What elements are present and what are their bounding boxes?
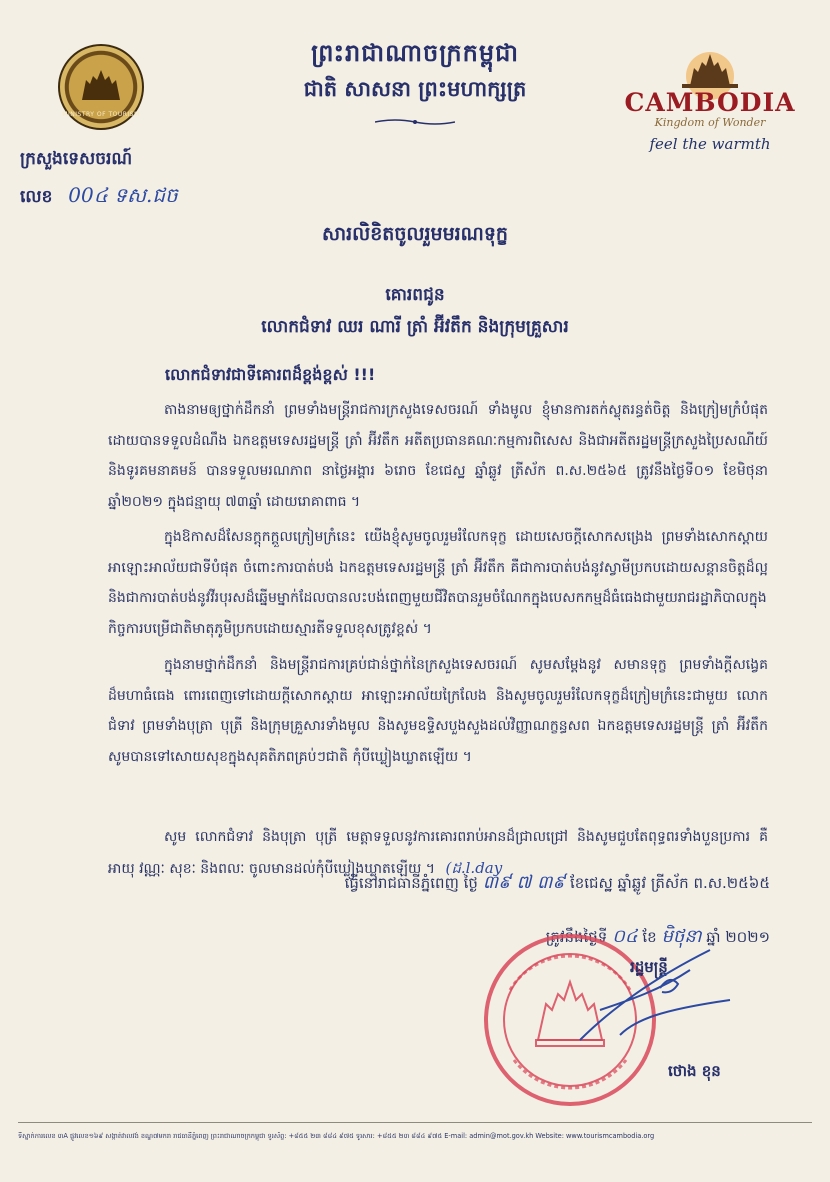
date-line-2-day: ០៤ bbox=[612, 926, 638, 947]
minister-title: រដ្ឋមន្ត្រី bbox=[630, 958, 668, 976]
recipient-name: លោកជំទាវ ឈរ ណារី ត្រាំ អ៊ីវតឹក និងក្រុមគ្រួសារ bbox=[261, 317, 569, 337]
reference-label: លេខ bbox=[20, 187, 53, 207]
date-line-2-prefix: ត្រូវនឹងថ្ងៃទី bbox=[545, 928, 608, 946]
ministry-name: ក្រសួងទេសចរណ៍ bbox=[20, 149, 133, 169]
letter-title: សារលិខិតចូលរួមមរណទុក្ខ bbox=[321, 223, 508, 245]
footer-divider bbox=[18, 1122, 812, 1123]
footer-contact-info: ទីស្នាក់ការលេខ ៣A ផ្លូវលេខ១៦៩ សង្កាត់វាលវង់ ខណ្ឌ៧មករា រាជធានីភ្នំពេញ ព្រះរាជាណាចក្រកម្ពុជា ទូរស័ព្ទ: +៨៥៥ ២៣ ៨៨៤ ៩៧៥ ទូរសារ: +៨៥៥ ២៣ ៨៨៤ ៩៧៥ E-mail: admin@mot.gov.kh Website: www.tourismcambodia.org bbox=[18, 1132, 655, 1140]
date-line-1-handwritten: ៣៩ ៧ ៣៩ bbox=[482, 872, 566, 893]
body-paragraph-2: ក្នុងឱកាសដ៏សែនក្តុកក្តួលក្រៀមក្រំនេះ យើងខ្ញុំសូមចូលរួមរំលែកទុក្ខ ដោយសេចក្តីសោកសង្រេង ព្រមទាំងសោកស្តាយ អាឡោះអាល័យជាទីបំផុត ចំពោះការបាត់បង់ ឯកឧត្តមទេសរដ្ឋមន្ត្រី ត្រាំ អ៊ីវតឹក គឺជាការបាត់បង់នូវស្វាមីប្រកបដោយសន្តានចិត្តដ៏ល្អ និងជាការបាត់បង់នូវវីរបុរសដ៏ឆ្នើមម្នាក់ដែលបានលះបង់ពេញមួយជីវិតបានរួមចំណែកក្នុងបេសកកម្មដ៏ធំធេងជាមួយរាជរដ្ឋាភិបាលក្នុងកិច្ចការបម្រើជាតិមាតុភូមិប្រកបដោយស្មារតីទទួលខុសត្រូវខ្ពស់ ។ bbox=[108, 529, 768, 637]
date-line-lunar bbox=[200, 870, 770, 897]
handwritten-annotation: (ដ.l.day bbox=[445, 858, 503, 877]
body-paragraph-1: តាងនាមឲ្យថ្នាក់ដឹកនាំ ព្រមទាំងមន្ត្រីរាជការក្រសួងទេសចរណ៍ ទាំងមូល ខ្ញុំមានការតក់ស្លុតរន្ធត់ចិត្ត និងក្រៀមក្រំបំផុតដោយបានទទួលដំណឹង ឯកឧត្តមទេសរដ្ឋមន្ត្រី ត្រាំ អ៊ីវតឹក អតីតប្រធានគណៈកម្មការពិសេស និងជាអតីតរដ្ឋមន្ត្រីក្រសួងប្រៃសណីយ៍ និងទូរគមនាគមន៍ បានទទួលមរណភាព នាថ្ងៃអង្គារ ៦រោច ខែជេស្ឋ ឆ្នាំឆ្លូវ ត្រីស័ក ព.ស.២៥៦៥ ត្រូវនឹងថ្ងៃទី០១ ខែមិថុនា ឆ្នាំ២០២១ ក្នុងជន្មាយុ ៧៣ឆ្នាំ ដោយរោគាពាធ ។ bbox=[108, 402, 768, 510]
body-paragraph-4-text: សូម លោកជំទាវ និងបុត្រា បុត្រី មេត្តាទទួលនូវការគោរពរាប់អានដ៏ជ្រាលជ្រៅ និងសូមជួបតែពុទ្ធពរទាំងបួនប្រការ គឺ អាយុ វណ្ណៈ សុខៈ និងពលៈ ចូលមានដល់កុំបីឃ្លៀងឃ្លាតឡើយ ។ bbox=[108, 829, 768, 877]
ministry-emblem-text: MINISTRY OF TOURISM bbox=[62, 111, 140, 118]
reference-number: 00៤ ទស.ជច bbox=[68, 183, 178, 207]
brand-tagline: Kingdom of Wonder bbox=[654, 116, 766, 129]
angkor-temple-icon bbox=[80, 70, 122, 100]
date-line-1-prefix: ធ្វើនៅរាជធានីភ្នំពេញ ថ្ងៃ bbox=[344, 874, 478, 892]
header-flourish-ornament bbox=[375, 118, 455, 126]
date-line-2-middle: ខែ bbox=[642, 928, 657, 946]
brand-wordmark: CAMBODIA bbox=[624, 88, 796, 117]
national-motto: ជាតិ សាសនា ព្រះមហាក្សត្រ bbox=[303, 77, 527, 101]
body-paragraph-3: ក្នុងនាមថ្នាក់ដឹកនាំ និងមន្ត្រីរាជការគ្រប់ជាន់ថ្នាក់នៃក្រសួងទេសចរណ៍ សូមសម្តែងនូវ សមានទុក្ខ ព្រមទាំងក្តីសង្វេគដ៏មហាធំធេង ពោរពេញទៅដោយក្តីសោកស្តាយ អាឡោះអាល័យក្រៃលែង និងសូមចូលរួមរំលែកទុក្ខដ៏ក្រៀមក្រំនេះជាមួយ លោកជំទាវ ព្រមទាំងបុត្រា បុត្រី និងក្រុមគ្រួសារទាំងមូល និងសូមឧទ្ទិសបួងសួងដល់វិញ្ញាណក្ខន្ធសព ឯកឧត្តមទេសរដ្ឋមន្ត្រី ត្រាំ អ៊ីវតឹក សូមបានទៅសោយសុខក្នុងសុគតិភពគ្រប់ៗជាតិ កុំបីឃ្លៀងឃ្លាតឡើយ ។ bbox=[108, 657, 768, 765]
date-line-2-month: មិថុនា bbox=[661, 926, 702, 947]
minister-signature bbox=[540, 940, 740, 1050]
brand-slogan: feel the warmth bbox=[649, 135, 771, 153]
kingdom-heading: ព្រះរាជាណាចក្រកម្ពុជា bbox=[311, 39, 519, 67]
date-line-1-suffix: ខែជេស្ឋ ឆ្នាំឆ្លូវ ត្រីស័ក ព.ស.២៥៦៥ bbox=[569, 874, 770, 892]
salutation: លោកជំទាវជាទីគោរពដ៏ខ្ពង់ខ្ពស់ !!! bbox=[165, 365, 376, 384]
ministry-emblem bbox=[58, 44, 144, 130]
minister-name: ថោង ខុន bbox=[668, 1062, 721, 1080]
reference-line bbox=[20, 182, 178, 212]
addressee-label: គោរពជូន bbox=[385, 285, 445, 305]
date-line-2-suffix: ឆ្នាំ ២០២១ bbox=[706, 928, 770, 946]
